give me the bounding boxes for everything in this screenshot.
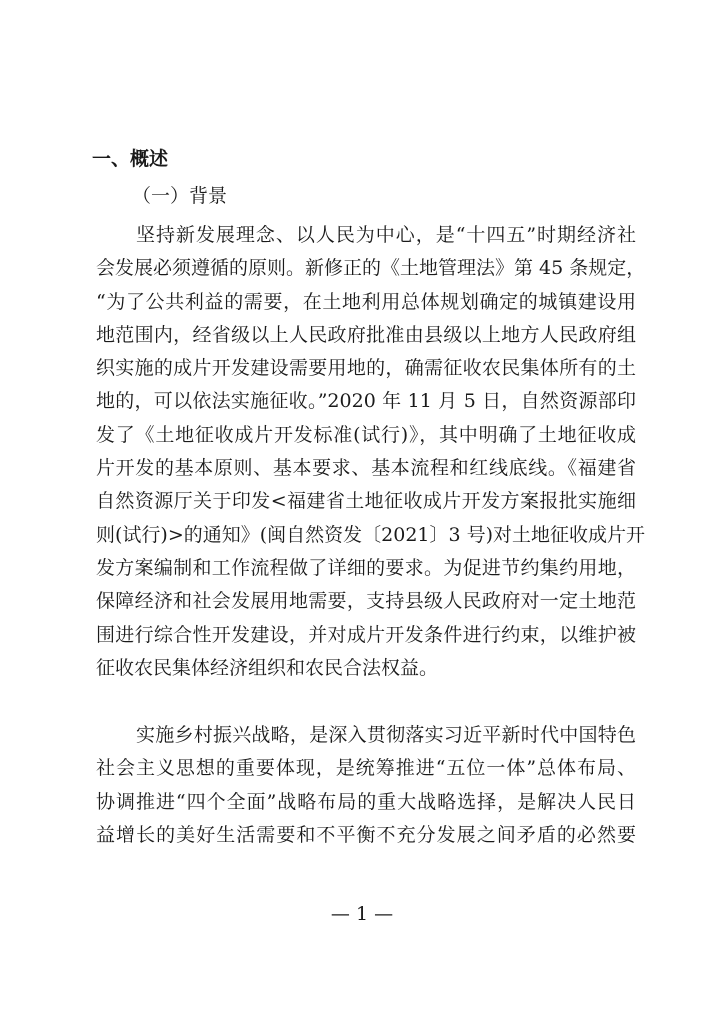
paragraph-line: 发方案编制和工作流程做了详细的要求。为促进节约集约用地， bbox=[96, 556, 636, 579]
paragraph-line: 织实施的成片开发建设需要用地的，确需征收农民集体所有的土 bbox=[96, 357, 636, 380]
page-number: — 1 — bbox=[330, 903, 394, 925]
paragraph-line: “为了公共利益的需要，在土地利用总体规划确定的城镇建设用 bbox=[96, 290, 636, 313]
paragraph-line: 片开发的基本原则、基本要求、基本流程和红线底线。《福建省 bbox=[96, 457, 636, 480]
paragraph-line: 则(试行)>的通知》(闽自然资发〔2021〕3 号)对土地征收成片开 bbox=[96, 523, 646, 546]
paragraph-line: 会发展必须遵循的原则。新修正的《土地管理法》第 45 条规定， bbox=[96, 257, 646, 280]
paragraph-line: 实施乡村振兴战略，是深入贯彻落实习近平新时代中国特色 bbox=[136, 724, 636, 746]
paragraph-line: 围进行综合性开发建设，并对成片开发条件进行约束，以维护被 bbox=[96, 623, 636, 646]
paragraph-line: 征收农民集体经济组织和农民合法权益。 bbox=[96, 656, 439, 679]
paragraph-rural-revitalization bbox=[96, 719, 636, 852]
paragraph-line: 益增长的美好生活需要和不平衡不充分发展之间矛盾的必然要 bbox=[96, 823, 636, 846]
paragraph-line: 社会主义思想的重要体现，是统筹推进“五位一体”总体布局、 bbox=[96, 757, 636, 780]
paragraph-line: 保障经济和社会发展用地需要，支持县级人民政府对一定土地范 bbox=[96, 590, 636, 613]
paragraph-line: 协调推进“四个全面”战略布局的重大战略选择，是解决人民日 bbox=[96, 790, 636, 813]
paragraph-line: 自然资源厅关于印发<福建省土地征收成片开发方案报批实施细 bbox=[96, 490, 636, 513]
subsection-heading: （一）背景 bbox=[132, 185, 228, 207]
paragraph-line: 坚持新发展理念、以人民为中心，是“十四五”时期经济社 bbox=[136, 224, 636, 246]
paragraph-line: 地范围内，经省级以上人民政府批准由县级以上地方人民政府组 bbox=[96, 323, 636, 346]
section-heading: 一、概述 bbox=[92, 148, 169, 170]
paragraph-background bbox=[96, 219, 646, 685]
paragraph-line: 发了《土地征收成片开发标准(试行)》，其中明确了土地征收成 bbox=[96, 423, 636, 446]
paragraph-line: 地的，可以依法实施征收。”2020 年 11 月 5 日，自然资源部印 bbox=[96, 390, 636, 413]
